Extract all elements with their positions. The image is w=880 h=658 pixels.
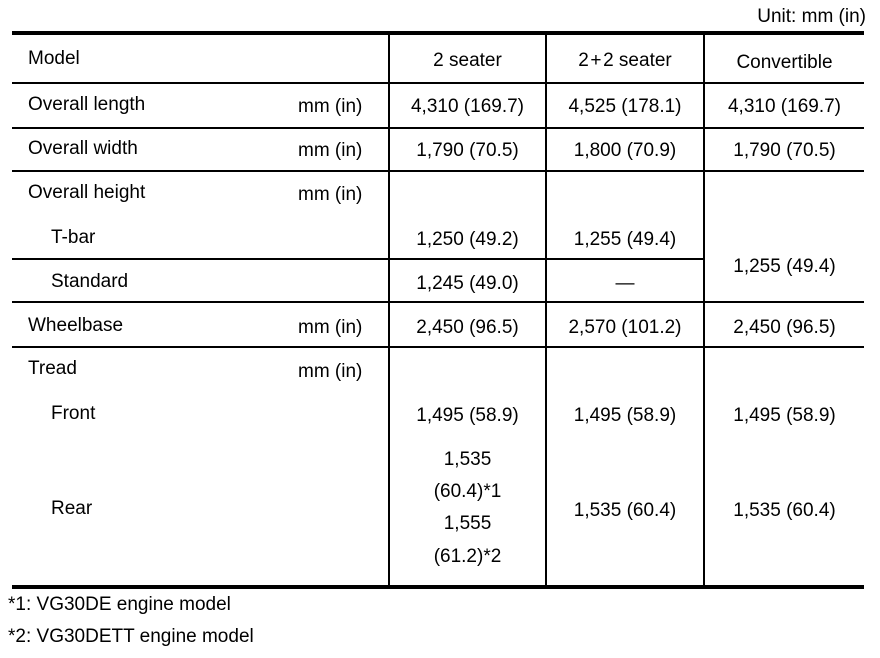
value-rear-2-seater-line2: (60.4)*1 (433, 481, 502, 502)
value-front-2-seater: 1,495 (58.9) (416, 405, 519, 426)
value-wheelbase-2-seater: 2,450 (96.5) (416, 317, 519, 338)
value-tbar-2-seater: 1,250 (49.2) (416, 229, 519, 250)
label-standard: Standard (51, 271, 129, 292)
value-length-2-seater: 4,310 (169.7) (410, 96, 525, 117)
unit-overall-length: mm (in) (298, 96, 363, 117)
header-2plus2-seater: 2 + 2 seater (578, 50, 672, 71)
value-standard-2-seater: 1,245 (49.0) (416, 273, 519, 294)
value-length-convertible: 4,310 (169.7) (727, 96, 842, 117)
label-wheelbase: Wheelbase (28, 315, 124, 336)
value-width-2plus2: 1,800 (70.9) (573, 140, 677, 161)
value-rear-2-seater-line4: (61.2)*2 (433, 546, 502, 567)
row-rule-length (12, 127, 864, 129)
row-rule-width (12, 170, 864, 172)
value-wheelbase-2plus2: 2,570 (101.2) (568, 317, 682, 338)
header-bottom-rule (12, 82, 864, 84)
value-rear-2-seater-line1: 1,535 (443, 449, 492, 470)
unit-overall-height: mm (in) (298, 184, 363, 205)
value-rear-2plus2: 1,535 (60.4) (573, 500, 677, 521)
label-rear: Rear (51, 498, 93, 519)
footnote-2: *2: VG30DETT engine model (8, 626, 254, 647)
unit-overall-width: mm (in) (298, 140, 363, 161)
value-front-convertible: 1,495 (58.9) (733, 405, 836, 426)
value-tbar-2plus2: 1,255 (49.4) (573, 229, 677, 250)
header-model: Model (28, 48, 80, 69)
label-tbar: T-bar (51, 227, 96, 248)
value-length-2plus2: 4,525 (178.1) (568, 96, 682, 117)
value-rear-convertible: 1,535 (60.4) (733, 500, 836, 521)
table-bottom-rule (12, 585, 864, 589)
value-rear-2-seater-line3: 1,555 (443, 513, 492, 534)
label-front: Front (51, 403, 96, 424)
unit-label: Unit: mm (in) (757, 6, 866, 27)
value-width-2-seater: 1,790 (70.5) (416, 140, 519, 161)
footnote-1: *1: VG30DE engine model (8, 594, 231, 615)
label-overall-width: Overall width (28, 138, 138, 159)
value-width-convertible: 1,790 (70.5) (733, 140, 836, 161)
row-rule-tbar (12, 258, 705, 260)
unit-tread: mm (in) (298, 361, 363, 382)
table-top-rule (12, 31, 864, 35)
row-rule-height (12, 301, 864, 303)
value-standard-2plus2: — (615, 273, 635, 294)
label-tread: Tread (28, 358, 77, 379)
unit-wheelbase: mm (in) (298, 317, 363, 338)
value-wheelbase-convertible: 2,450 (96.5) (733, 317, 836, 338)
row-rule-wheelbase (12, 346, 864, 348)
value-height-convertible: 1,255 (49.4) (733, 256, 836, 277)
value-front-2plus2: 1,495 (58.9) (573, 405, 677, 426)
header-2-seater: 2 seater (433, 50, 502, 71)
header-convertible: Convertible (736, 52, 833, 73)
label-overall-height: Overall height (28, 182, 146, 203)
label-overall-length: Overall length (28, 94, 146, 115)
